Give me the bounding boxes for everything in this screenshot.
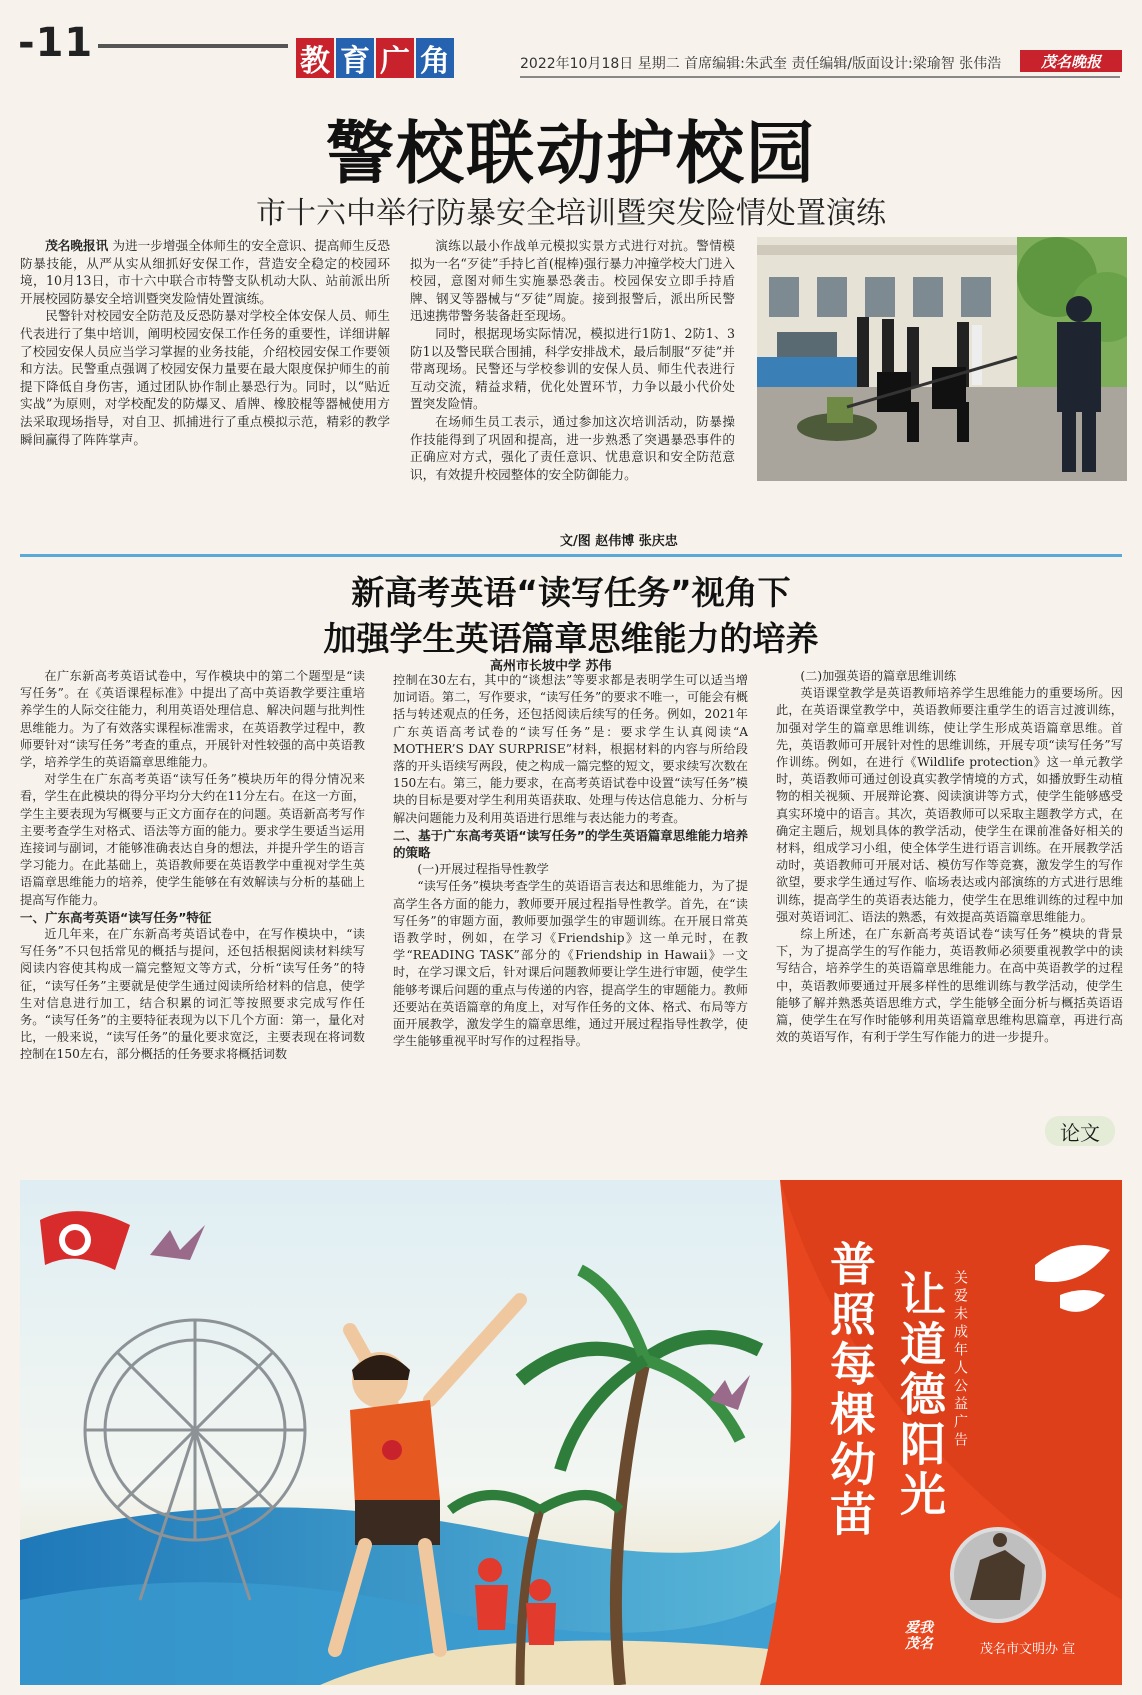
article2-author: 高州市长坡中学 苏伟 [490, 659, 612, 674]
article2-title [0, 570, 1142, 662]
article1-paragraph: 演练以最小作战单元模拟实景方式进行对抗。警情模拟为一名“歹徒”手持匕首(棍棒)强行暴力冲撞学校大门进入校园，意图对师生实施暴恐袭击。校园保安立即手持盾牌、钢叉等器械与“歹徒”周旋。接到报警后，派出所民警迅速携带警务装备赶至现场。 [410, 238, 735, 324]
section-divider [20, 554, 1122, 557]
header-meta: 2022年10月18日 星期二 首席编辑:朱武奎 责任编辑/版面设计:梁瑜智 张伟浩 [520, 56, 1002, 72]
article2-heading: 二、基于广东高考英语“读写任务”的学生英语篇章思维能力培养的策略 [393, 827, 748, 861]
article2-paragraph: 在广东新高考英语试卷中，写作模块中的第二个题型是“读写任务”。在《英语课程标准》中提出了高中英语教学要注重培养学生的人际交往能力，利用英语处理信息、解决问题与批判性思维能力。为了有效落实课程标准需求，在英语教学过程中，教师要针对“读写任务”考查的重点，开展针对性较强的高中英语教学，培养学生的英语篇章思维能力。 [20, 669, 365, 770]
public-service-ad [20, 1180, 1122, 1685]
article2-category-tag: 论文 [1045, 1116, 1115, 1146]
section-title [296, 38, 454, 78]
ad-slogan-line-2: 普照每棵幼苗 [823, 1240, 877, 1540]
article1-column-1 [20, 237, 390, 547]
section-char-3: 广 [376, 38, 414, 78]
article2-column-1 [20, 668, 365, 1156]
article1-paragraph: 在场师生员工表示，通过参加这次培训活动，防暴操作技能得到了巩固和提高，进一步熟悉了突遇暴恐事件的正确应对方式，强化了责任意识、忧患意识和安全防范意识，有效提升校园整体的安全防御能力。 [410, 413, 735, 482]
article2-paragraph: 控制在30左右，其中的“谈想法”等要求都是表明学生可以适当增加词语。第二，写作要求，“读写任务”的要求不唯一，可能会有概括与转述观点的任务，还包括阅读后续写的任务。例如，2021年广东英语高考试卷的“读写任务”是：要求学生认真阅读“A MOTHER’S DAY SURPRISE”材料，根据材料的内容与所给段落的开头语续写两段，使之构成一篇完整的短文，要求续写次数在150左右。第三，能力要求，在高考英语试卷中设置“读写任务”模块的目标是要对学生利用英语获取、处理与传达信息能力、分析与解决问题能力及利用英语进行思维与表达能力的考查。 [393, 673, 748, 825]
article2-title-line-1: 新高考英语“读写任务”视角下 [351, 573, 791, 612]
drill-photo-illustration [757, 237, 1127, 481]
ad-sponsor: 茂名市文明办 宣 [980, 1642, 1076, 1657]
article2-heading: 一、广东高考英语“读写任务”特征 [20, 909, 212, 925]
article2-column-3 [776, 668, 1123, 1158]
section-char-4: 角 [416, 38, 454, 78]
section-char-1: 教 [296, 38, 334, 78]
article1-paragraph: 民警针对校园安全防范及反恐防暴对学校全体安保人员、师生代表进行了集中培训，阐明校园安保工作任务的重要性，详细讲解了校园安保人员应当学习掌握的业务技能，介绍校园安保工作要领和方法。民警重点强调了校园安保力量要在最大限度保护师生的前提下降低自身伤害，通过团队协作制止暴恐行为。同时，以“贴近实战”为原则，对学校配发的防爆叉、盾牌、橡胶棍等器械使用方法采取现场指导，对自卫、抓捕进行了重点模拟示范，精彩的教学瞬间赢得了阵阵掌声。 [20, 308, 390, 447]
header-underline [520, 76, 1120, 78]
article2-paragraph: 英语课堂教学是英语教师培养学生思维能力的重要场所。因此，在英语课堂教学中，英语教师要注重学生的语言过渡训练，加强对学生的篇章思维训练，使让学生形成英语篇章思维。首先，英语教师可开展针对性的思维训练，开展专项“读写任务”写作训练。例如，在进行《Wildlife protection》这一单元教学时，英语教师可通过创设真实教学情境的方式，如播放野生动植物的相关视频、开展辩论赛、阅读演讲等方式，使学生能够感受真实环境中的语言。其次，英语教师可以采取主题教学方式，在确定主题后，规划具体的教学活动，使学生在课前准备好相关的材料，组成学习小组，使全体学生进行语言训练。在开展教学活动时，英语教师可开展对话、模仿写作等竞赛，激发学生的写作欲望，要求学生通过写作、临场表达或内部演练的方式进行思维训练，提高学生的英语表达能力，使学生在思维训练的过程中加强对英语词汇、语法的熟悉，有效提高英语篇章思维能力。 [776, 686, 1123, 924]
brand-logo: 茂名晚报 [1020, 50, 1122, 72]
article1-paragraph: 同时，根据现场实际情况，模拟进行1防1、2防1、3防1以及警民联合围捕，科学安排战术，最后制服“歹徒”并带离现场。民警还与学校参训的安保人员、师生代表进行互动交流，精益求精，优化处置环节，力争以最小代价处置突发险情。 [410, 325, 735, 412]
article2-paragraph: 综上所述，在广东新高考英语试卷“读写任务”模块的背景下，为了提高学生的写作能力，英语教师必须要重视教学中的读写结合，培养学生的英语篇章思维能力。在高中英语教学的过程中，英语教师要通过开展多样性的思维训练与教学活动，使学生能够了解并熟悉英语思维方式，学生能够全面分析与概括英语语篇，使学生在写作时能够利用英语篇章思维构思篇章，再进行高效的英语写作，有利于学生写作能力的进一步提升。 [776, 927, 1123, 1045]
article1-byline: 文/图 赵伟博 张庆忠 [560, 534, 678, 549]
drill-photo [757, 237, 1127, 481]
lead-source: 茂名晚报讯 [45, 238, 109, 253]
article1-subtitle: 市十六中举行防暴安全培训暨突发险情处置演练 [256, 196, 886, 231]
ad-slogan-line-1: 让道德阳光 [893, 1270, 947, 1520]
ad-small-caption: 关爱未成年人公益广告 [952, 1270, 968, 1450]
article1-title: 警校联动护校园 [325, 115, 816, 194]
header-rule [98, 44, 288, 48]
article2-subheading: (二)加强英语的篇章思维训练 [800, 669, 957, 683]
article1-column-2 [410, 237, 735, 527]
section-char-2: 育 [336, 38, 374, 78]
article2-paragraph: 对学生在广东高考英语“读写任务”模块历年的得分情况来看，学生在此模块的得分平均分大约在11分左右。在这一方面，学生主要表现为写概要与正文方面存在的问题。英语新高考写作主要考查学生对格式、语法等方面的能力。要求学生要适当运用连接词与副词，才能够准确表达自身的想法，并提升学生的语言学习能力。在此基础上，英语教师要在英语教学中重视对学生英语篇章思维能力的培养，使学生能够在有效解读与分析的基础上提高写作能力。 [20, 772, 365, 907]
article2-paragraph: “读写任务”模块考查学生的英语语言表达和思维能力，为了提高学生各方面的能力，教师要开展过程指导性教学。首先，在“读写任务”的审题方面，教师要加强学生的审题训练。在开展日常英语教学时，例如，在学习《Friendship》这一单元时，在教学“READING TASK”部分的《Friendship in Hawaii》一文时，在学习课文后，针对课后问题教师要让学生进行审题，使学生能够考课后问题的重点与传递的内容，提高学生的审题能力。教师还要站在英语篇章的角度上，对写作任务的文体、格式、布局等方面开展教学，激发学生的篇章思维，通过开展过程指导性教学，使学生能够重视平时写作的过程指导。 [393, 879, 748, 1049]
article2-title-line-2: 加强学生英语篇章思维能力的培养 [323, 619, 819, 658]
page-number: -11 [18, 20, 94, 66]
article2-column-2 [393, 672, 748, 1156]
article2-paragraph: 近几年来，在广东新高考英语试卷中，在写作模块中，“读写任务”不只包括常见的概括与提问，还包括根据阅读材料续写阅读内容使其构成一篇完整短文等方式，分析“读写任务”的特征，“读写任务”主要就是使学生通过阅读所给材料的信息，使学生对信息进行加工，结合积累的词汇等按照要求完成写作任务。“读写任务”的主要特征表现为以下几个方面：第一，量化对比，一般来说，“读写任务”的量化要求宽泛，主要表现在将词数控制在150左右，部分概括的任务要求将概括词数 [20, 927, 365, 1062]
article1-lead-paragraph: 茂名晚报讯 为进一步增强全体师生的安全意识、提高师生反恐防暴技能，从严从实从细抓好安保工作，营造安全稳定的校园环境，10月13日，市十六中联合市特警支队机动大队、站前派出所开展校园防暴安全培训暨突发险情处置演练。 [20, 238, 390, 306]
ad-footer-slogan: 爱我 茂名 [905, 1620, 933, 1652]
article2-subheading: (一)开展过程指导性教学 [417, 862, 549, 877]
